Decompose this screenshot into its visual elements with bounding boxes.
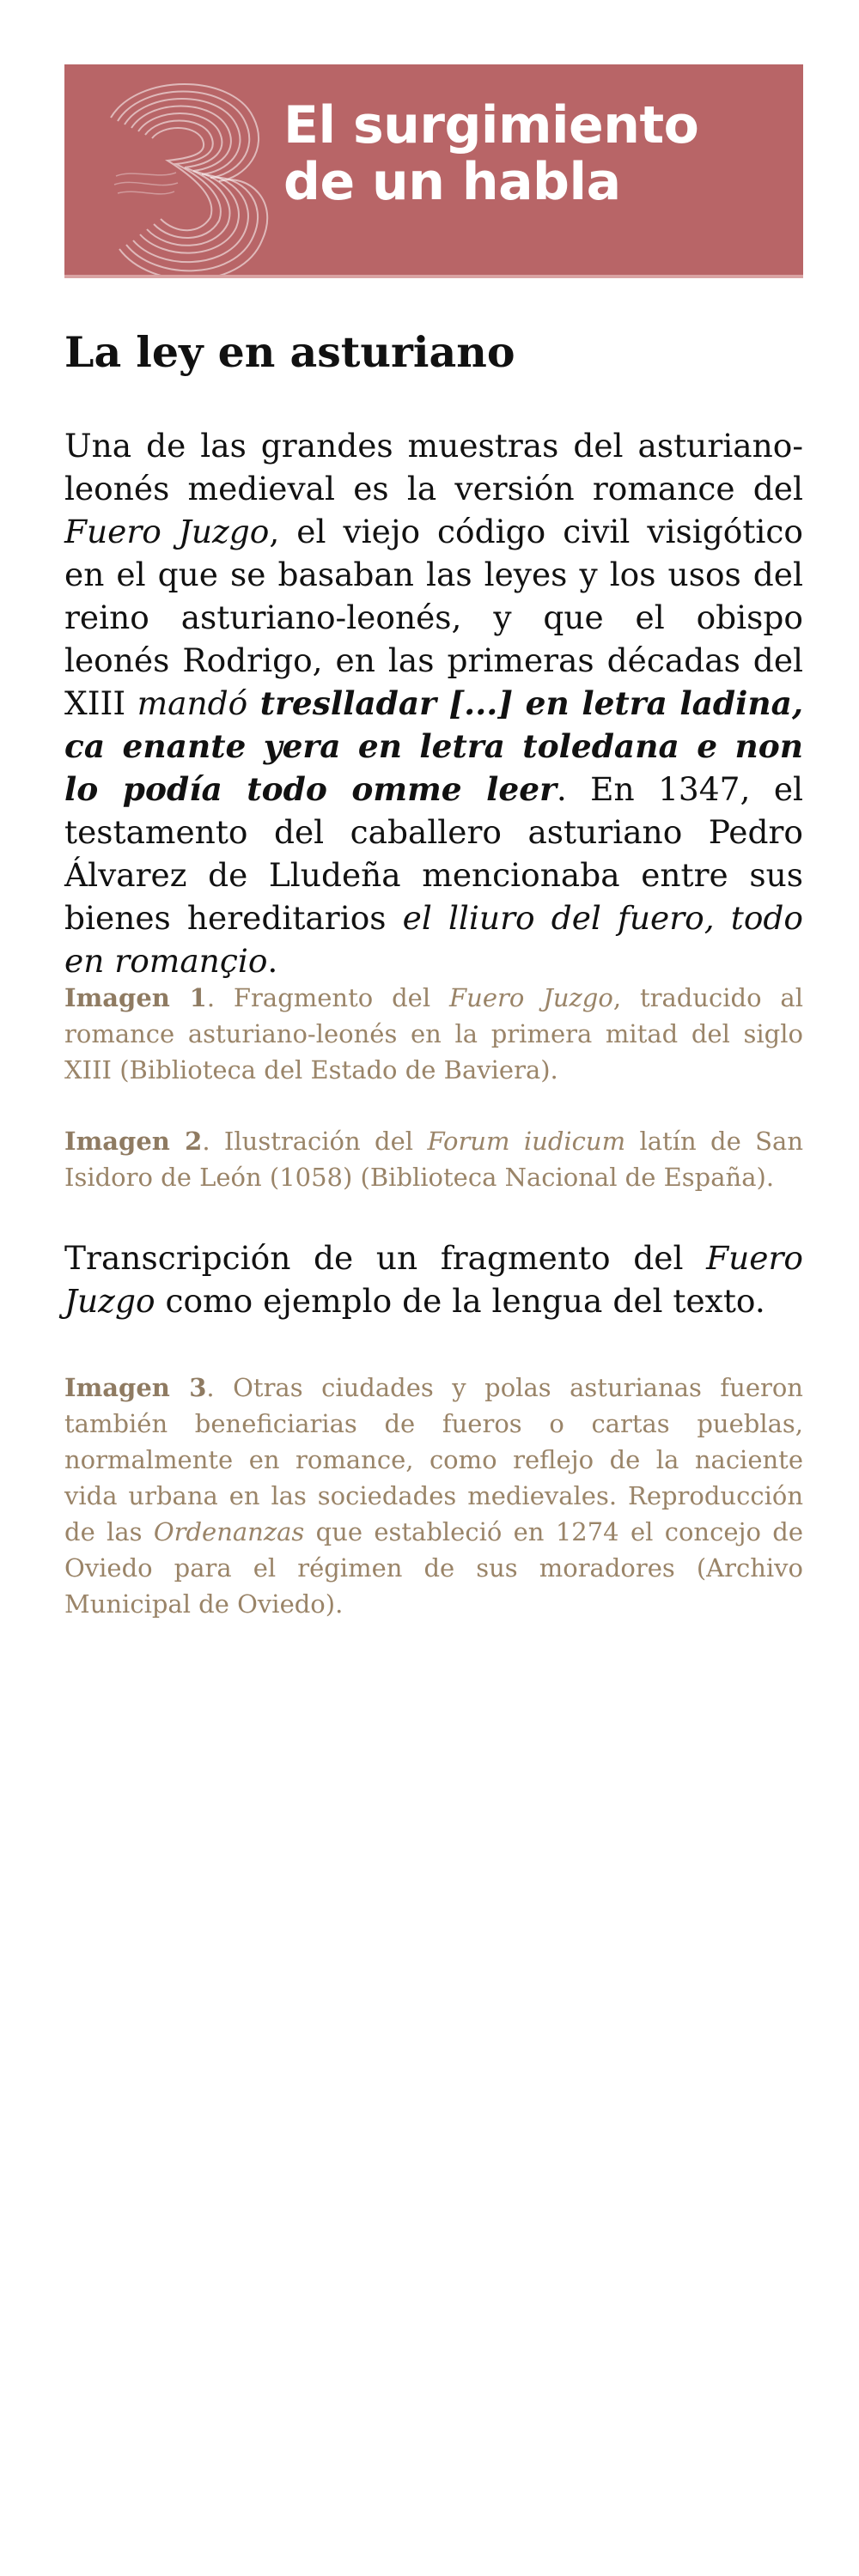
chapter-banner: [64, 64, 803, 278]
body-italic-fuero-juzgo: Fuero Juzgo: [64, 513, 270, 550]
caption-2-label: Imagen 2: [64, 1127, 203, 1156]
caption-3-label: Imagen 3: [64, 1373, 207, 1402]
caption-1-italic: Fuero Juzgo: [449, 983, 613, 1012]
caption-1-label: Imagen 1: [64, 983, 207, 1012]
caption-imagen-1: [64, 980, 803, 1088]
body-text-3: . En 1347, el testamento del caballero asturiano Pedro Álvarez de Lludeña mencionaba entre sus bienes hereditarios: [64, 770, 803, 937]
caption-3-italic: Ordenanzas: [153, 1517, 305, 1546]
caption-1-text-2: , traducido al romance asturiano-leonés en la primera mitad del siglo XIII (Biblioteca del Estado de Baviera).: [64, 983, 803, 1084]
caption-3-text-2: que estableció en 1274 el concejo de Oviedo para el régimen de sus moradores (Archivo Municipal de Oviedo).: [64, 1517, 803, 1619]
transcription-text-1: Transcripción de un fragmento del: [64, 1239, 707, 1277]
body-italic-mando: mandó: [137, 684, 248, 722]
transcription-text-2: como ejemplo de la lengua del texto.: [155, 1282, 765, 1320]
body-quote: treslladar [...] en letra ladina, ca enante yera en letra toledana e non lo podía todo omme leer: [64, 684, 803, 808]
transcription-note: [64, 1236, 803, 1322]
section-heading: La ley en asturiano: [64, 327, 515, 377]
body-italic-lliuro: el lliuro del fuero, todo en romançio: [64, 899, 803, 980]
body-paragraph: [64, 424, 803, 982]
chapter-title-line1: El surgimiento: [283, 95, 699, 155]
caption-2-italic: Forum iudicum: [427, 1127, 626, 1156]
caption-3-text-1: . Otras ciudades y polas asturianas fueron también beneficiarias de fueros o cartas pueblas, normalmente en romance, como reflejo de la naciente vida urbana en las sociedades medievales. Reproducción de las: [64, 1373, 803, 1546]
caption-2-text-1: . Ilustración del: [202, 1127, 428, 1156]
body-text-4: .: [267, 942, 278, 980]
transcription-italic: Fuero Juzgo: [64, 1239, 803, 1320]
body-text-2: , el viejo código civil visigótico en el que se basaban las leyes y los usos del reino asturiano-leonés, y que el obispo leonés Rodrigo, en las primeras décadas del XIII: [64, 513, 804, 722]
caption-1-text-1: . Fragmento del: [206, 983, 450, 1012]
body-text-1: Una de las grandes muestras del asturiano-leonés medieval es la versión romance del: [64, 427, 803, 507]
caption-2-text-2: latín de San Isidoro de León (1058) (Biblioteca Nacional de España).: [64, 1127, 803, 1192]
chapter-title-line2: de un habla: [283, 152, 621, 212]
caption-imagen-3: [64, 1370, 803, 1622]
caption-imagen-2: [64, 1123, 803, 1195]
chapter-title: [283, 97, 698, 210]
